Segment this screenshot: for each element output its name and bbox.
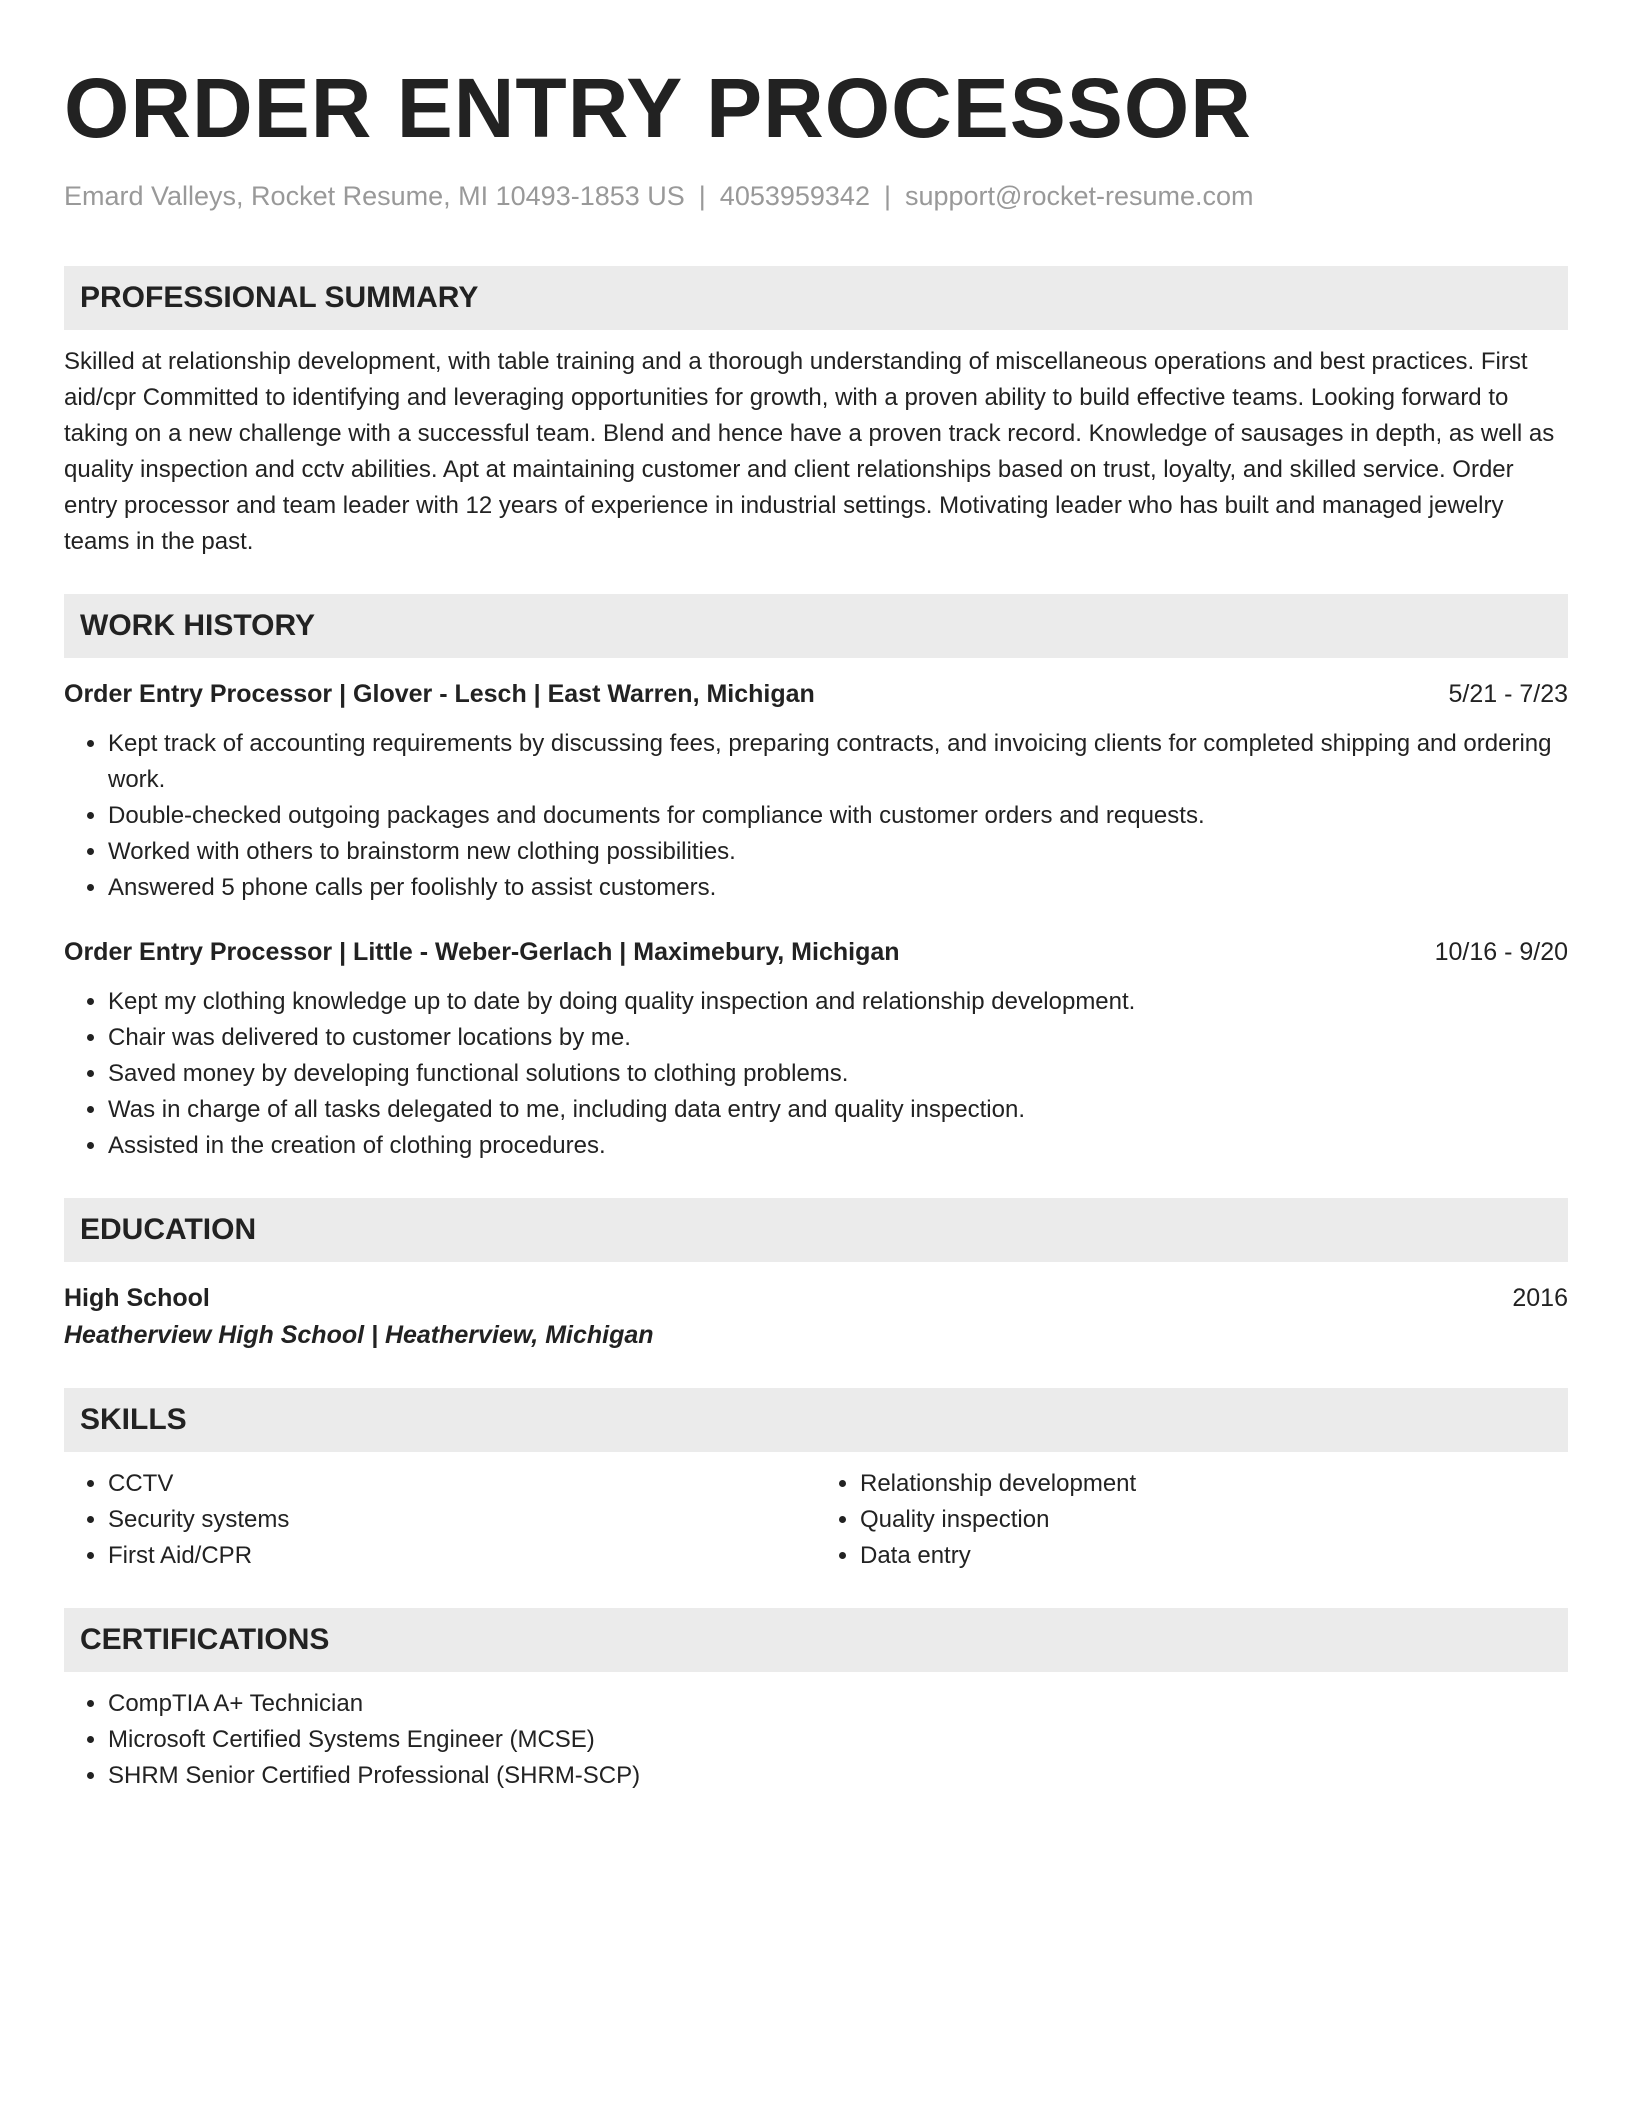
job-bullet: • Kept track of accounting requirements by discussing fees, preparing contracts, and invoicing clients for completed shipping and ordering work.: [108, 726, 1568, 798]
resume-title: ORDER ENTRY PROCESSOR: [64, 61, 1252, 155]
skills-columns: [64, 1466, 1568, 1574]
skill-item: • Security systems: [108, 1502, 816, 1538]
skills-list-right: [816, 1466, 1568, 1574]
section-heading-summary: PROFESSIONAL SUMMARY: [64, 266, 1568, 330]
work-history-section: [64, 594, 1568, 1164]
contact-address: Emard Valleys, Rocket Resume, MI 10493-1853 US: [64, 181, 685, 211]
job-bullet: • Was in charge of all tasks delegated to me, including data entry and quality inspection.: [108, 1092, 1568, 1128]
contact-email: support@rocket-resume.com: [904, 181, 1254, 211]
skill-item: • Data entry: [860, 1538, 1568, 1574]
contact-line: [64, 178, 1568, 214]
job-bullet: • Kept my clothing knowledge up to date by doing quality inspection and relationship development.: [108, 984, 1568, 1020]
skill-item: • Relationship development: [860, 1466, 1568, 1502]
job-dates: 5/21 - 7/23: [1448, 680, 1568, 708]
summary-text: Skilled at relationship development, with table training and a thorough understanding of miscellaneous operations and best practices. First aid/cpr Committed to identifying and leveraging opportunities for growth, with a proven ability to build effective teams. Looking forward to taking on a new challenge with a successful team. Blend and hence have a proven track record. Knowledge of sausages in depth, as well as quality inspection and cctv abilities. Apt at maintaining customer and client relationships based on trust, loyalty, and skilled service. Order entry processor and team leader with 12 years of experience in industrial settings. Motivating leader who has built and managed jewelry teams in the past.: [64, 348, 1555, 555]
section-heading-certifications: CERTIFICATIONS: [64, 1608, 1568, 1672]
job-header: [64, 676, 1568, 712]
skills-section: [64, 1388, 1568, 1574]
job-title: Order Entry Processor | Little - Weber-Gerlach | Maximebury, Michigan: [64, 938, 900, 966]
job-title: Order Entry Processor | Glover - Lesch | East Warren, Michigan: [64, 680, 815, 708]
skill-item: • Quality inspection: [860, 1502, 1568, 1538]
job-bullet: • Double-checked outgoing packages and documents for compliance with customer orders and requests.: [108, 798, 1568, 834]
job-bullet: • Answered 5 phone calls per foolishly to assist customers.: [108, 870, 1568, 906]
certification-item: • CompTIA A+ Technician: [108, 1686, 1568, 1722]
job-bullet: • Assisted in the creation of clothing procedures.: [108, 1128, 1568, 1164]
job-bullet: • Worked with others to brainstorm new clothing possibilities.: [108, 834, 1568, 870]
job-bullet: • Saved money by developing functional solutions to clothing problems.: [108, 1056, 1568, 1092]
section-heading-education: EDUCATION: [64, 1198, 1568, 1262]
job-bullets: [64, 726, 1568, 906]
education-school: Heatherview High School | Heatherview, Michigan: [64, 1321, 654, 1349]
job-bullets: [64, 984, 1568, 1164]
education-header: [64, 1280, 1568, 1316]
certification-item: • SHRM Senior Certified Professional (SHRM-SCP): [108, 1758, 1568, 1794]
skill-item: • CCTV: [108, 1466, 816, 1502]
education-section: [64, 1198, 1568, 1354]
professional-summary-section: [64, 266, 1568, 560]
job-entry: [64, 676, 1568, 906]
job-dates: 10/16 - 9/20: [1434, 938, 1568, 966]
job-entry: [64, 934, 1568, 1164]
contact-separator: |: [883, 181, 891, 211]
education-degree: High School: [64, 1284, 210, 1312]
job-bullet: • Chair was delivered to customer locations by me.: [108, 1020, 1568, 1056]
skills-list-left: [64, 1466, 816, 1574]
certification-item: • Microsoft Certified Systems Engineer (MCSE): [108, 1722, 1568, 1758]
education-year: 2016: [1512, 1284, 1568, 1312]
contact-separator: |: [698, 181, 706, 211]
certifications-list: [64, 1686, 1568, 1794]
contact-phone: 4053959342: [719, 181, 870, 211]
certifications-section: [64, 1608, 1568, 1794]
job-header: [64, 934, 1568, 970]
section-heading-skills: SKILLS: [64, 1388, 1568, 1452]
education-entry: [64, 1280, 1568, 1354]
skill-item: • First Aid/CPR: [108, 1538, 816, 1574]
section-heading-work-history: WORK HISTORY: [64, 594, 1568, 658]
